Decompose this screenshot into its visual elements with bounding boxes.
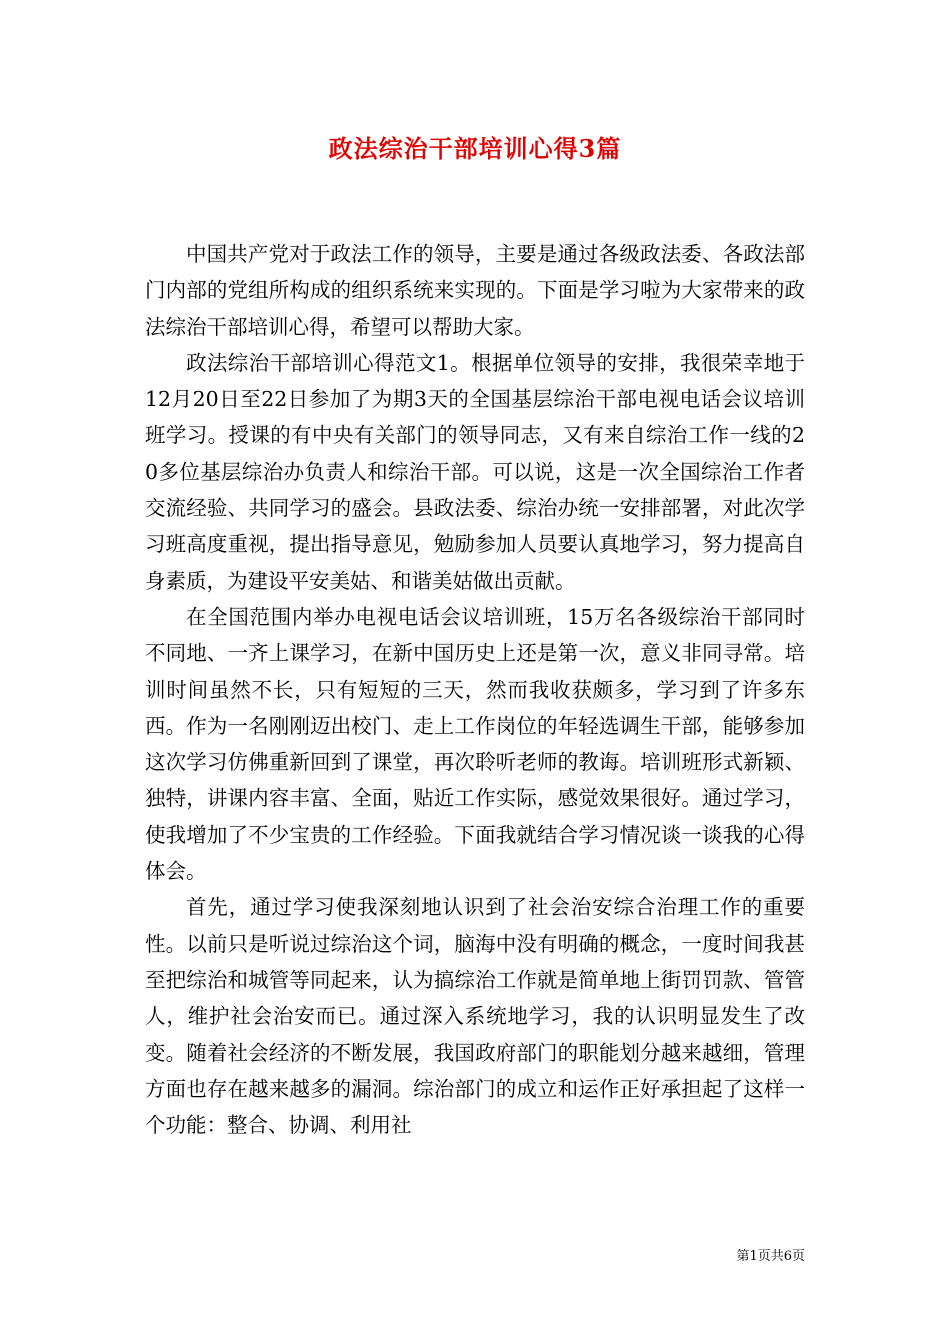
paragraph-intro: 中国共产党对于政法工作的领导，主要是通过各级政法委、各政法部门内部的党组所构成的组织系统来实现的。下面是学习啦为大家带来的政法综治干部培训心得，希望可以帮助大家。 bbox=[145, 242, 805, 339]
paragraph-first-point: 首先，通过学习使我深刻地认识到了社会治安综合治理工作的重要性。以前只是听说过综治这个词，脑海中没有明确的概念，一度时间我甚至把综治和城管等同起来，认为搞综治工作就是简单地上街罚罚款、管管人，维护社会治安而已。通过深入系统地学习，我的认识明显发生了改变。随着社会经济的不断发展，我国政府部门的职能划分越来越细，管理方面也存在越来越多的漏洞。综治部门的成立和运作正好承担起了这样一个功能：整合、协调、利用社 bbox=[145, 895, 805, 1138]
paragraph-training: 在全国范围内举办电视电话会议培训班，15万名各级综治干部同时不同地、一齐上课学习，在新中国历史上还是第一次，意义非同寻常。培训时间虽然不长，只有短短的三天，然而我收获颇多，学习到了许多东西。作为一名刚刚迈出校门、走上工作岗位的年轻选调生干部，能够参加这次学习仿佛重新回到了课堂，再次聆听老师的教诲。培训班形式新颖、独特，讲课内容丰富、全面，贴近工作实际，感觉效果很好。通过学习，使我增加了不少宝贵的工作经验。下面我就结合学习情况谈一谈我的心得体会。 bbox=[145, 604, 805, 884]
document-body bbox=[145, 236, 805, 1143]
document-title: 政法综治干部培训心得3篇 bbox=[328, 134, 622, 163]
page-number: 第1页共6页 bbox=[736, 1249, 805, 1264]
paragraph-example-1: 政法综治干部培训心得范文1。根据单位领导的安排，我很荣幸地于12月20日至22日参加了为期3天的全国基层综治干部电视电话会议培训班学习。授课的有中央有关部门的领导同志，又有来自综治工作一线的20多位基层综治办负责人和综治干部。可以说，这是一次全国综治工作者交流经验、共同学习的盛会。县政法委、综治办统一安排部署，对此次学习班高度重视，提出指导意见，勉励参加人员要认真地学习，努力提高自身素质，为建设平安美姑、和谐美姑做出贡献。 bbox=[145, 350, 805, 593]
